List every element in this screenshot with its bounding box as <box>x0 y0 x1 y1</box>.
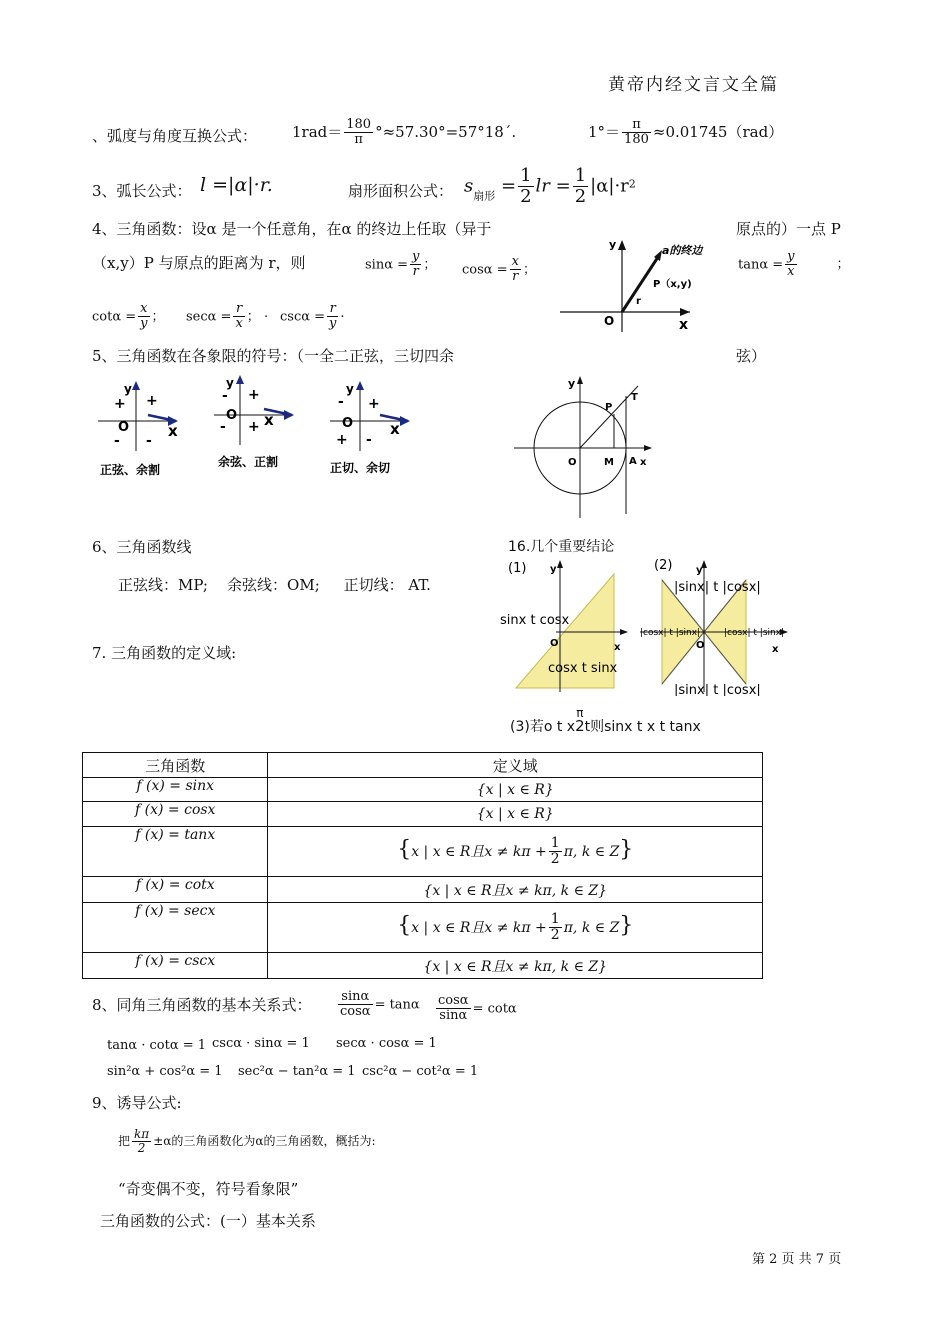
cell-domain: {x | x ∈ R} <box>268 802 763 827</box>
cos-lhs: cosα = <box>462 262 508 278</box>
sec-fraction <box>233 302 244 332</box>
sign-q4: + <box>248 419 260 435</box>
reciprocal-identity-csc-sin: cscα · sinα = 1 <box>212 1036 310 1051</box>
frac-num: sinα <box>338 990 373 1005</box>
table-row <box>83 877 763 903</box>
csc-lhs: cscα = <box>280 309 326 325</box>
table-row <box>83 802 763 827</box>
sign-q2: - <box>338 394 344 410</box>
frac-num: y <box>787 249 795 264</box>
region-label-top: |sinx| t |cosx| <box>674 580 761 595</box>
cell-domain: {x | x ∈ R且x ≠ kπ + $\frac{1}{2}$ π, k ∈ Z} <box>268 827 763 877</box>
frac-den: r <box>412 264 419 280</box>
header-function: 三角函数 <box>83 753 268 778</box>
frac-num: r <box>327 302 338 317</box>
axis-label-x: x <box>679 317 689 333</box>
frac-num: r <box>233 302 244 317</box>
sign-q3: + <box>336 432 348 448</box>
quotient-identity-tan <box>336 990 420 1020</box>
pythagorean-identity-2: sec²α − tan²α = 1 <box>238 1064 356 1079</box>
cot-definition <box>92 302 165 332</box>
domain-title: 7. 三角函数的定义域: <box>92 644 237 662</box>
half-fraction-2 <box>573 166 588 207</box>
domain-text-pre: x | x ∈ R且x ≠ kπ + <box>411 843 547 860</box>
trig-formulas-heading: 三角函数的公式：(一）基本关系 <box>100 1212 316 1230</box>
frac-num: y <box>412 249 420 264</box>
sec-lhs: secα = <box>186 309 232 325</box>
frac-num: 1 <box>550 834 560 851</box>
trig-definition-line1: 4、三角函数：设α 是一个任意角，在α 的终边上任取（异于 <box>92 220 492 238</box>
domain-text-post: π, k ∈ Z <box>563 919 620 936</box>
cos-over-sin <box>436 994 471 1024</box>
radius-label: r <box>636 296 641 307</box>
region-label-left: |cosx| t |sinx| <box>640 628 701 638</box>
cos-fraction <box>510 255 521 285</box>
axis-label-y: y <box>609 238 617 251</box>
cell-function: f (x) = secx <box>83 903 268 953</box>
sin-definition <box>365 250 436 280</box>
quadrant-caption-sin: 正弦、余割 <box>100 463 161 477</box>
domain-text-post: π, k ∈ Z <box>563 843 620 860</box>
separator: ； <box>151 309 165 325</box>
deg-numerator: π <box>622 118 651 133</box>
cell-function: f (x) = cotx <box>83 877 268 903</box>
frac-num: x <box>138 302 149 317</box>
separator: ； <box>423 257 437 273</box>
pythagorean-identity-1: sin²α + cos²α = 1 <box>107 1064 223 1079</box>
separator: ； <box>522 262 536 278</box>
axis-x: x <box>772 644 779 655</box>
origin: O <box>226 408 238 423</box>
region-label-right: |cosx| t |sinx| <box>724 628 785 638</box>
axis-y: y <box>124 382 132 396</box>
terminal-label: a的终边 <box>662 244 703 257</box>
y-axis-arrow <box>577 376 583 384</box>
conclusion-diagram-1 <box>498 556 638 696</box>
region-label-bottom: |sinx| t |cosx| <box>674 683 761 696</box>
cell-domain: {x | x ∈ R且x ≠ kπ, k ∈ Z} <box>268 953 763 979</box>
half-num: 1 <box>574 165 587 186</box>
trig-lines-content: 正弦线：MP; 余弦线：OM; 正切线： AT. <box>118 576 431 594</box>
deg-fraction <box>622 118 651 148</box>
y-axis-arrow <box>557 560 563 568</box>
axis-x: x <box>614 642 621 653</box>
conclusion-3 <box>510 705 701 736</box>
quadrant-caption-cos: 余弦、正割 <box>218 455 279 469</box>
sin-over-cos <box>338 990 373 1020</box>
unit-circle-diagram <box>510 372 670 522</box>
conclusion-3-suffix: t则sinx t x t tanx <box>584 719 701 735</box>
important-conclusions-title: 16.几个重要结论 <box>508 539 615 555</box>
pythagorean-identity-3: csc²α − cot²α = 1 <box>362 1064 479 1079</box>
separator: ； <box>836 257 850 273</box>
axis-x: x <box>264 411 274 429</box>
sec-definition <box>186 302 268 332</box>
part-label: (1) <box>508 561 527 576</box>
sign-q2: - <box>222 388 228 404</box>
cell-function: f (x) = sinx <box>83 778 268 802</box>
axis-x: x <box>168 422 178 440</box>
frac-den: y <box>329 316 337 332</box>
quadrant-sign-diagrams <box>90 375 420 485</box>
label-y: y <box>568 377 576 390</box>
page-footer: 第 2 页 共 7 页 <box>752 1252 842 1267</box>
reciprocal-identity-sec-cos: secα · cosα = 1 <box>336 1036 437 1051</box>
origin: O <box>118 420 130 435</box>
identity-rhs: = cotα <box>472 1001 517 1017</box>
x-axis-arrow <box>680 308 690 316</box>
sign-q3: - <box>220 419 226 435</box>
table-header-row <box>83 753 763 778</box>
region-label-upper: sinx t cosx <box>500 613 570 628</box>
quadrant-signs-line: 5、三角函数在各象限的符号：（一全二正弦，三切四余 <box>92 347 455 365</box>
label-t: T <box>631 392 638 403</box>
axis-x: x <box>390 420 400 438</box>
table-row <box>83 953 763 979</box>
frac-den: sinα <box>439 1008 468 1024</box>
quadrant-caption-tan: 正切、余切 <box>330 461 391 475</box>
trig-lines-title: 6、三角函数线 <box>92 538 192 556</box>
fraction-den: 2 <box>575 716 585 735</box>
half-num: 1 <box>520 165 532 186</box>
cell-domain: {x | x ∈ R且x ≠ kπ + $\frac{1}{2}$ π, k ∈ Z} <box>268 903 763 953</box>
sign-q4: - <box>366 432 372 448</box>
reduction-post: ±α的三角函数化为α的三角函数，概括为: <box>153 1134 376 1149</box>
origin: O <box>342 416 354 431</box>
cell-function: f (x) = tanx <box>83 827 268 877</box>
origin: O <box>550 638 559 649</box>
frac-den: 2 <box>550 851 560 867</box>
tan-definition <box>738 250 850 280</box>
rad-rhs: °≈57.30°=57°18´. <box>375 122 517 141</box>
label-x: x <box>640 457 647 468</box>
rad-denominator: π <box>354 132 363 148</box>
terminal-ray <box>580 386 638 448</box>
label-o: O <box>568 457 577 468</box>
region-label-lower: cosx t sinx <box>548 661 618 676</box>
sign-q1: + <box>146 393 158 409</box>
quadrant-signs-line-right: 弦） <box>736 347 767 365</box>
half-fraction-1 <box>518 166 533 207</box>
terminal-side-diagram <box>552 232 732 342</box>
separator-dot: · <box>340 309 345 325</box>
frac-den: x <box>787 264 795 280</box>
deg-rhs: ≈0.01745（rad） <box>652 122 784 141</box>
frac-den: x <box>235 316 243 332</box>
document-header-title: 黄帝内经文言文全篇 <box>608 75 779 95</box>
quadrant-diagram-tan <box>330 381 410 475</box>
cell-function: f (x) = cosx <box>83 802 268 827</box>
frac-num: kπ <box>134 1127 150 1141</box>
reduction-pre: 把 <box>118 1134 131 1149</box>
axis-y: y <box>226 376 234 390</box>
half-den: 2 <box>574 185 587 207</box>
deg-denominator: 180 <box>624 132 649 148</box>
frac-den: r <box>512 269 519 285</box>
rad-numerator: 180 <box>346 117 372 132</box>
axis-y: y <box>696 565 703 576</box>
quotient-identity-cot <box>434 994 517 1024</box>
basic-identities-label: 8、同角三角函数的基本关系式： <box>92 996 312 1014</box>
reciprocal-identity-tan-cot: tanα · cotα = 1 <box>107 1038 207 1053</box>
half-den: 2 <box>520 185 532 207</box>
cell-domain: {x | x ∈ R且x ≠ kπ, k ∈ Z} <box>268 877 763 903</box>
rad-fraction <box>344 118 373 148</box>
origin-label: O <box>604 314 615 328</box>
quadrant-diagram-sin <box>98 381 178 477</box>
frac-num: 1 <box>550 910 560 927</box>
separator: ； <box>246 309 260 325</box>
arc-length-formula: l =|α|·r. <box>200 174 273 196</box>
sign-q2: + <box>114 396 126 412</box>
tan-fraction <box>785 250 796 280</box>
sector-subscript: 扇形 <box>473 189 496 203</box>
axis-y: y <box>346 382 354 396</box>
label-p: P <box>605 402 613 413</box>
sector-eq: = <box>500 175 517 197</box>
identity-rhs: = tanα <box>374 997 420 1013</box>
domain-table <box>82 752 763 979</box>
reduction-motto: “奇变偶不变，符号看象限” <box>118 1180 299 1198</box>
label-a: A <box>629 456 637 467</box>
arc-length-label: 3、弧长公式： <box>92 182 192 200</box>
point-p-label: P（x,y) <box>653 279 692 290</box>
trig-definition-line1-right: 原点的）一点 P <box>736 220 841 238</box>
sign-q1: + <box>368 396 380 412</box>
sector-alpha-r: |α|·r <box>590 175 629 197</box>
separator-dot: · <box>263 309 269 325</box>
quadrant-diagram-cos <box>214 375 294 469</box>
csc-definition <box>280 302 345 332</box>
fraction-num: π <box>576 705 584 720</box>
sector-area-formula: $s_{扇形}$ = $\frac{1}{2}$ lr = $\frac{1}{2}$ $|\alpha|\cdot r^2$ <box>464 165 636 207</box>
reduction-description <box>118 1128 376 1155</box>
sin-fraction <box>410 250 421 280</box>
sector-s: s <box>464 175 474 197</box>
sign-q1: + <box>248 387 260 403</box>
cos-definition <box>462 255 536 285</box>
sign-q3: - <box>114 433 120 449</box>
half-fraction <box>549 836 562 868</box>
csc-fraction <box>327 302 338 332</box>
sign-q4: - <box>146 433 152 449</box>
domain-text-pre: x | x ∈ R且x ≠ kπ + <box>411 919 547 936</box>
k-pi-over-2 <box>132 1128 151 1155</box>
table-row <box>83 903 763 953</box>
section-label: 、弧度与角度互换公式： <box>92 127 258 145</box>
deg-lhs: 1°＝ <box>588 122 621 141</box>
half-fraction <box>549 912 562 944</box>
radian-formula <box>292 118 516 148</box>
frac-den: y <box>140 316 148 332</box>
origin: O <box>696 640 705 651</box>
frac-den: cosα <box>340 1004 371 1020</box>
trig-definition-line2: （x,y）P 与原点的距离为 r，则 <box>92 254 306 272</box>
cell-domain: {x | x ∈ R} <box>268 778 763 802</box>
frac-num: cosα <box>438 993 469 1008</box>
sin-lhs: sinα = <box>365 257 409 273</box>
conclusion-diagram-2 <box>638 556 792 696</box>
conclusion-3-fraction <box>575 705 585 735</box>
table-row <box>83 827 763 877</box>
frac-num: x <box>511 254 519 269</box>
cot-lhs: cotα = <box>92 309 137 325</box>
reduction-formulas-label: 9、诱导公式: <box>92 1094 182 1112</box>
table-row <box>83 778 763 802</box>
rad-lhs: 1rad＝ <box>292 122 343 141</box>
part-label: (2) <box>654 558 673 573</box>
axis-y: y <box>550 564 557 575</box>
radian-conversion-line <box>92 125 257 146</box>
sector-lr: lr = <box>535 175 571 197</box>
sector-area-label: 扇形面积公式： <box>348 182 454 200</box>
frac-den: 2 <box>550 927 560 943</box>
conclusion-3-prefix: (3)若o t x <box>510 719 576 735</box>
y-axis-arrow <box>618 240 626 250</box>
cot-fraction <box>138 302 149 332</box>
cell-function: f (x) = cscx <box>83 953 268 979</box>
x-axis-arrow <box>620 629 628 635</box>
x-axis-arrow <box>644 445 652 451</box>
header-domain: 定义域 <box>268 753 763 778</box>
degree-formula <box>588 118 783 148</box>
label-m: M <box>604 457 614 468</box>
frac-den: 2 <box>137 1141 146 1156</box>
tan-lhs: tanα = <box>738 257 784 273</box>
